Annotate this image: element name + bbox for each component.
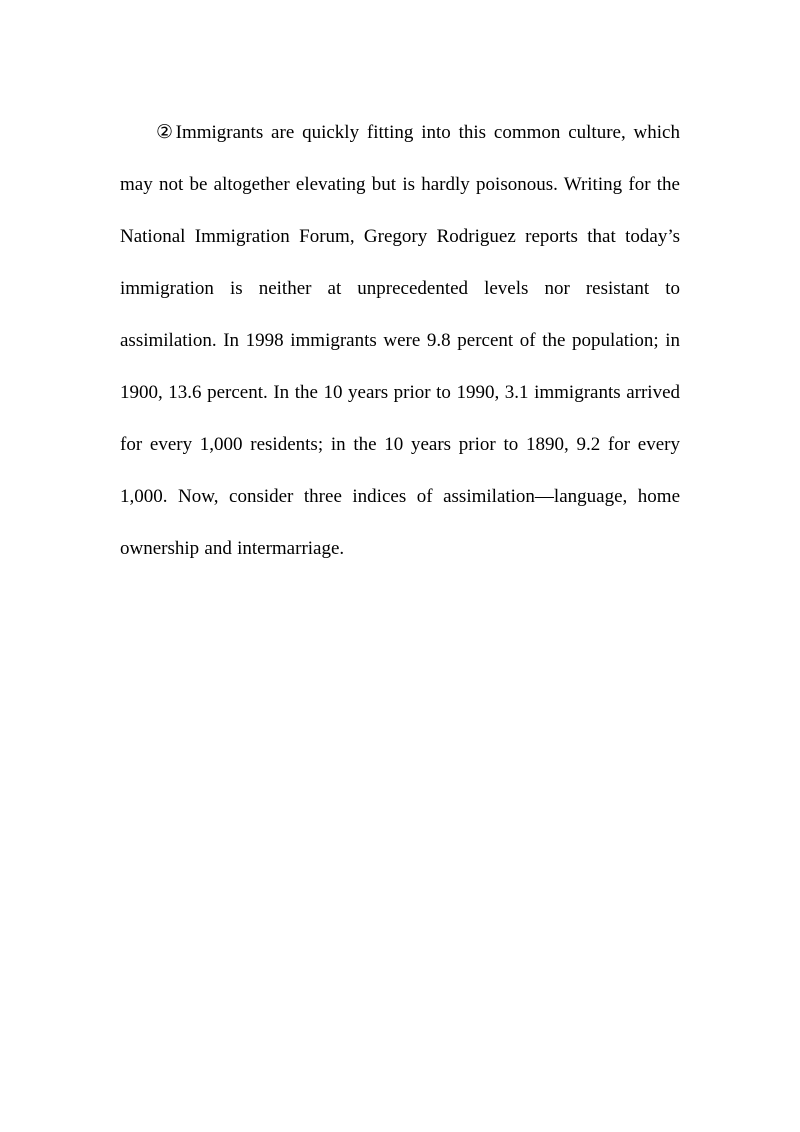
body-paragraph: ②Immigrants are quickly fitting into this common culture, which may not be altogether elevating but is hardly poisonous. Writing for the National Immigration Forum, Gregory Rodriguez reports that today’s immigration is neither at unprecedented levels nor resistant to assimilation. In 1998 immigrants were 9.8 percent of the population; in 1900, 13.6 percent. In the 10 years prior to 1990, 3.1 immigrants arrived for every 1,000 residents; in the 10 years prior to 1890, 9.2 for every 1,000. Now, consider three indices of assimilation—language, home ownership and intermarriage. [120, 122, 680, 559]
